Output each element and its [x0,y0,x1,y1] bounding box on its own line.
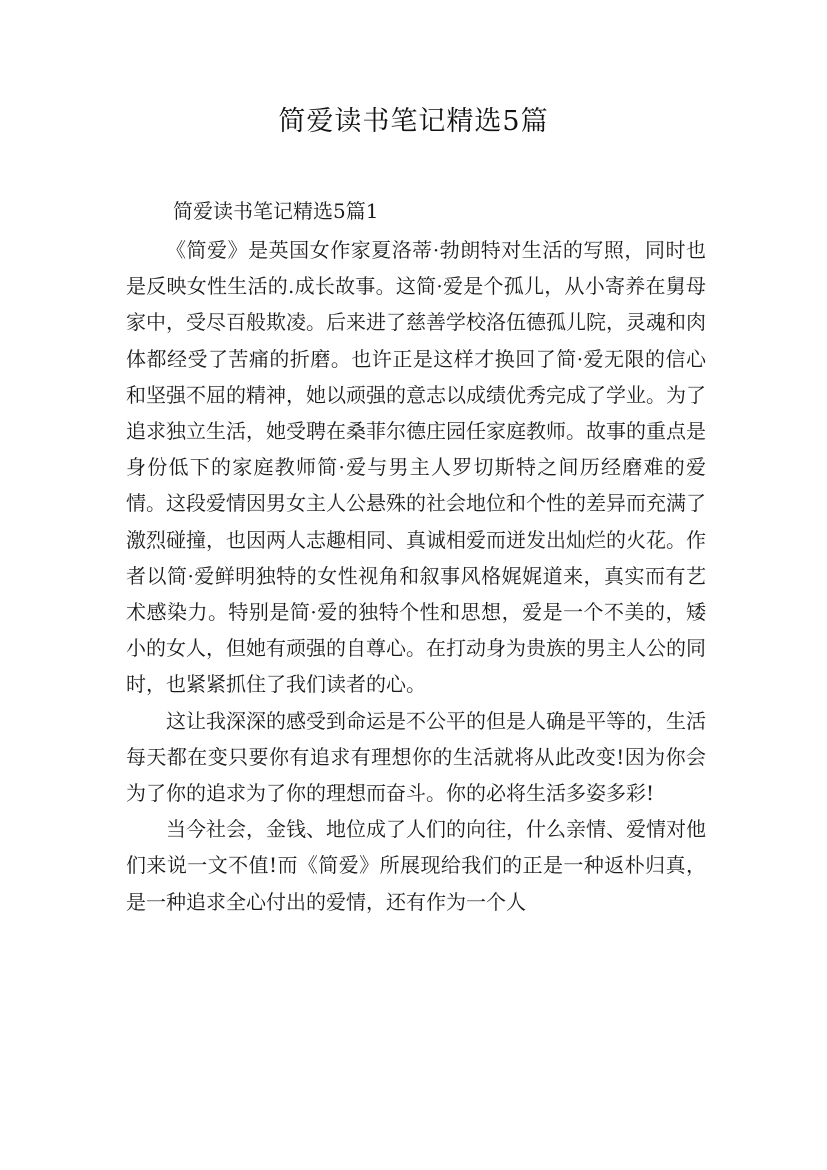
paragraph-2: 这让我深深的感受到命运是不公平的但是人确是平等的，生活每天都在变只要你有追求有理想你的生活就将从此改变!因为你会为了你的追求为了你的理想而奋斗。你的必将生活多姿多彩! [126,708,706,806]
document-body [126,232,706,920]
paragraph-3: 当今社会，金钱、地位成了人们的向往，什么亲情、爱情对他们来说一文不值!而《简爱》所展现给我们的正是一种返朴归真，是一种追求全心付出的爱情，还有作为一个人 [126,817,706,914]
document-title: 简爱读书笔记精选5篇 [278,106,549,137]
paragraph-1: 《简爱》是英国女作家夏洛蒂·勃朗特对生活的写照，同时也是反映女性生活的.成长故事。这简·爱是个孤儿，从小寄养在舅母家中，受尽百般欺凌。后来进了慈善学校洛伍德孤儿院，灵魂和肉体都经受了苦痛的折磨。也许正是这样才换回了简·爱无限的信心和坚强不屈的精神，她以顽强的意志以成绩优秀完成了学业。为了追求独立生活，她受聘在桑菲尔德庄园任家庭教师。故事的重点是身份低下的家庭教师简·爱与男主人罗切斯特之间历经磨难的爱情。这段爱情因男女主人公悬殊的社会地位和个性的差异而充满了激烈碰撞，也因两人志趣相同、真诚相爱而迸发出灿烂的火花。作者以简·爱鲜明独特的女性视角和叙事风格娓娓道来，真实而有艺术感染力。特别是简·爱的独特个性和思想，爱是一个不美的，矮小的女人，但她有顽强的自尊心。在打动身为贵族的男主人公的同时，也紧紧抓住了我们读者的心。 [126,238,706,697]
section-heading: 简爱读书笔记精选5篇1 [173,199,379,223]
